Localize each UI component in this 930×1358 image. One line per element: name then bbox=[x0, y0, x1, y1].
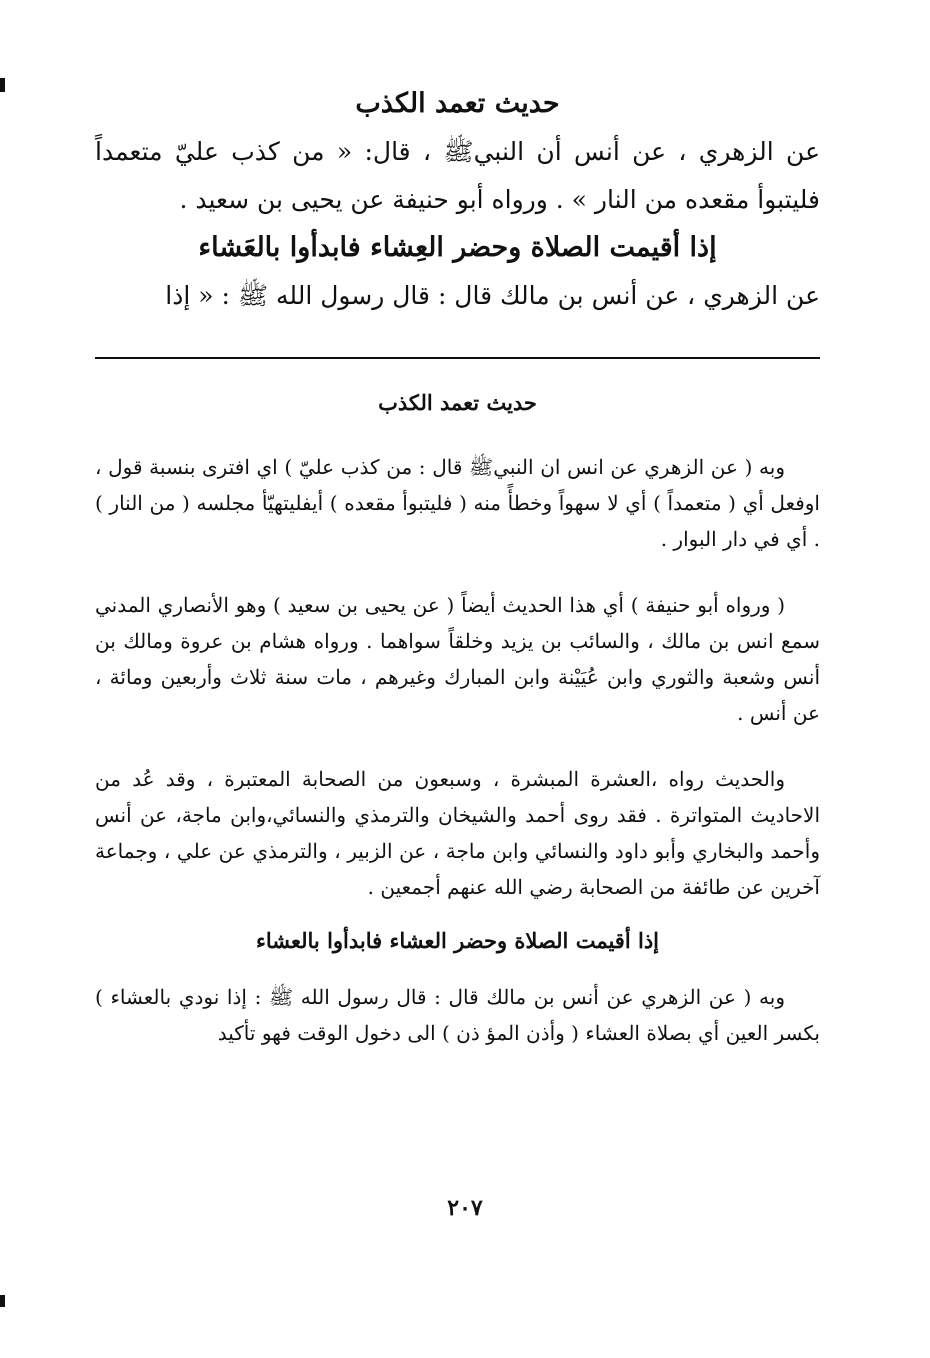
sharh-title-1: حديث تعمد الكذب bbox=[378, 390, 537, 415]
matn-section2-title: إذا أقيمت الصلاة وحضر العِشاء فابدأوا بالعَشاء bbox=[198, 232, 717, 263]
scan-edge-mark-bottom bbox=[0, 1295, 5, 1307]
matn-block bbox=[95, 80, 820, 320]
sharh-block bbox=[95, 385, 820, 1081]
sharh-paragraph-1: وبه ( عن الزهري عن انس ان النبيﷺ قال : من كذب عليّ ) اي افترى بنسبة قول ، اوفعل أي ( متعمداً ) أي لا سهواً وخطأً منه ( فليتبوأ مقعده ) أيفليتهيّأ مجلسه ( من النار ) . أي في دار البوار . bbox=[95, 455, 820, 551]
sharh-paragraph-3: والحديث رواه ،العشرة المبشرة ، وسبعون من الصحابة المعتبرة ، وقد عُد من الاحاديث المتواترة . فقد روى أحمد والشيخان والترمذي والنسائي،وابن ماجة، عن أنس وأحمد والبخاري وأبو داود والنسائي وابن ماجة ، عن الزبير ، والترمذي عن علي ، وجماعة آخرين عن طائفة من الصحابة رضي الله عنهم أجمعين . bbox=[95, 767, 820, 899]
matn-section1-text: عن الزهري ، عن أنس أن النبيﷺ ، قال: « من كذب عليّ متعمداً فليتبوأ مقعده من النار » . ورواه أبو حنيفة عن يحيى بن سعيد . bbox=[95, 137, 820, 214]
matn-section1-title: حديث تعمد الكذب bbox=[355, 88, 560, 119]
separator-rule bbox=[95, 357, 820, 359]
sharh-title-2: إذا أقيمت الصلاة وحضر العشاء فابدأوا بالعشاء bbox=[255, 928, 660, 953]
matn-section2-text: عن الزهري ، عن أنس بن مالك قال : قال رسول الله ﷺ : « إذا bbox=[165, 281, 820, 310]
page-number: ٢٠٧ bbox=[447, 1195, 483, 1221]
sharh-paragraph-4: وبه ( عن الزهري عن أنس بن مالك قال : قال رسول الله ﷺ : إذا نودي بالعشاء ) بكسر العين أي بصلاة العشاء ( وأذن المؤ ذن ) الى دخول الوقت فهو تأكيد bbox=[95, 985, 820, 1045]
sharh-paragraph-2: ( ورواه أبو حنيفة ) أي هذا الحديث أيضاً ( عن يحيى بن سعيد ) وهو الأنصاري المدني سمع انس بن مالك ، والسائب بن يزيد وخلقاً سواهما . ورواه هشام بن عروة ومالك بن أنس وشعبة والثوري وابن عُيَيْنة وابن المبارك وغيرهم ، مات سنة ثلاث وأربعين ومائة ، عن أنس . bbox=[95, 593, 820, 725]
scan-edge-mark-top bbox=[0, 78, 5, 92]
